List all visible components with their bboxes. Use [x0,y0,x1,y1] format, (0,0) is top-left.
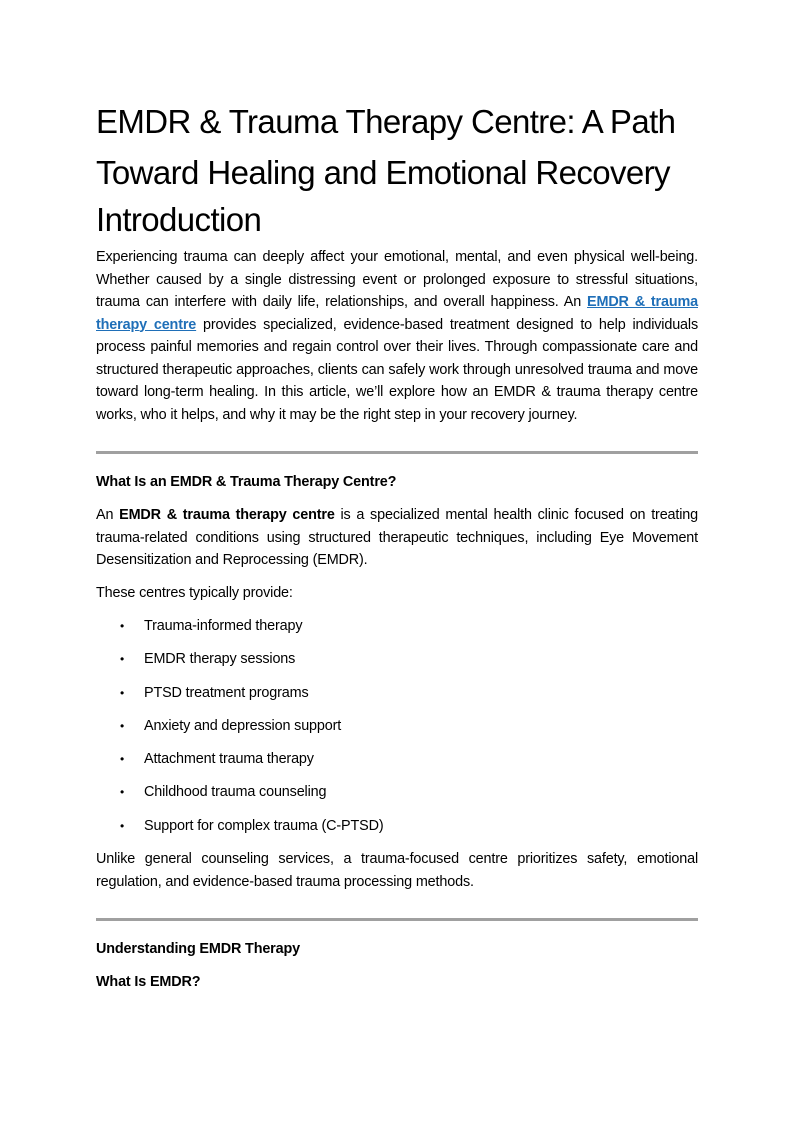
list-item [96,715,698,737]
centre-definition-paragraph [96,504,698,572]
document-title [96,96,698,198]
bullet-icon: • [120,718,125,733]
section-divider [96,451,698,454]
list-item-text: EMDR therapy sessions [144,651,296,668]
emdr-trauma-centre-link[interactable]: EMDR & trauma therapy centre [96,294,698,333]
definition-rest: is a specialized mental health clinic focused on treating trauma-related conditions using structured therapeutic techniques, including Eye Movement Desensitization and Reprocessing (EMDR). [96,507,699,568]
centres-provide-intro: These centres typically provide: [96,584,293,601]
list-item-text: Trauma-informed therapy [144,618,303,634]
section-divider [96,918,698,921]
list-item [96,815,698,837]
bullet-icon: • [120,652,125,667]
definition-prefix: An [96,507,120,523]
list-item-text: PTSD treatment programs [144,684,309,701]
intro-text-after-link: provides specialized, evidence-based treatment designed to help individuals process painful memories and regain control over their lives. Through compassionate care and structured therapeutic approaches, clients can safely work through unresolved trauma and move toward long-term healing. In this article, we’ll explore how an EMDR & trauma therapy centre works, who it helps, and why it may be the right step in your recovery journey. [96,316,698,423]
title-line-1: EMDR & Trauma Therapy Centre: A Path [96,103,676,140]
bullet-icon: • [120,818,125,833]
bullet-icon: • [120,685,125,700]
bullet-icon: • [120,619,125,633]
title-line-2: Toward Healing and Emotional Recovery [96,154,670,191]
list-item-text: Attachment trauma therapy [144,751,314,768]
services-list [96,615,698,837]
section-heading-what-is-centre: What Is an EMDR & Trauma Therapy Centre? [96,474,397,490]
bullet-icon: • [120,752,125,767]
bullet-icon: • [120,785,125,800]
intro-heading: Introduction [96,201,262,238]
trauma-focus-paragraph: Unlike general counseling services, a trauma-focused centre prioritizes safety, emotional regulation, and evidence-based trauma processing methods. [96,851,698,890]
intro-paragraph [96,246,698,426]
definition-bold-term: EMDR & trauma therapy centre [119,507,335,523]
document-page [96,96,698,993]
list-item [96,648,698,670]
section-heading-understanding-emdr: Understanding EMDR Therapy [96,941,300,958]
subheading-what-is-emdr: What Is EMDR? [96,974,201,991]
list-item-text: Childhood trauma counseling [144,784,327,801]
list-item [96,748,698,770]
list-item [96,781,698,803]
list-item-text: Support for complex trauma (C-PTSD) [144,817,384,834]
list-item [96,682,698,704]
list-item [96,615,698,637]
list-item-text: Anxiety and depression support [144,717,342,734]
intro-text-before-link: Experiencing trauma can deeply affect your emotional, mental, and even physical well-being. Whether caused by a single distressing event or prolonged exposure to stressful situations, trauma can interfere with daily life, relationships, and overall happiness. An [96,249,698,310]
